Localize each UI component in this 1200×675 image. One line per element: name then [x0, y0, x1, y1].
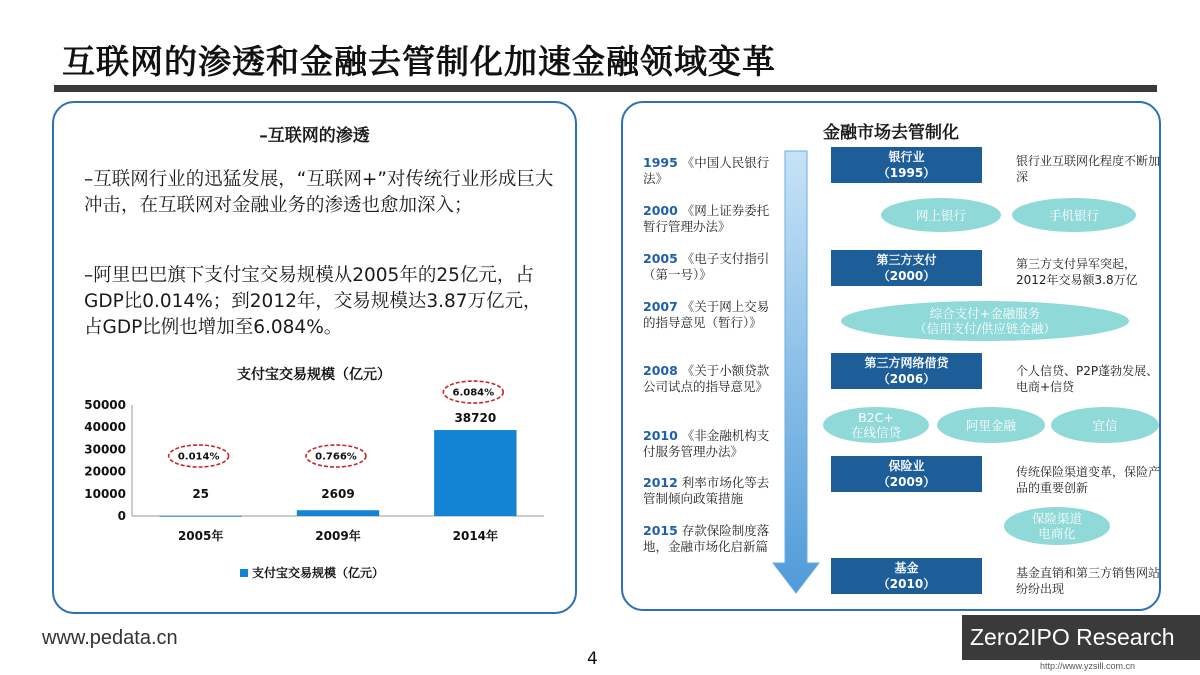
bar — [159, 516, 241, 517]
y-tick-label: 30000 — [84, 442, 126, 457]
timeline-text: 《电子支付指引（第一号）》 — [643, 251, 770, 282]
pill-supply-chain-finance: 综合支付+金融服务 （信用支付/供应链金融） — [841, 301, 1129, 341]
category-third-party-payment — [831, 250, 982, 286]
brand-url: http://www.yzsill.com.cn — [1040, 661, 1136, 671]
annotation-label: 0.014% — [177, 451, 220, 463]
right-panel — [621, 101, 1161, 611]
timeline-year: 2007 — [643, 299, 678, 314]
y-tick-label: 0 — [117, 509, 126, 523]
y-tick-label: 10000 — [84, 486, 126, 501]
category-desc-insurance: 传统保险渠道变革，保险产品的重要创新 — [1016, 465, 1161, 495]
timeline-item-2012 — [643, 475, 771, 507]
category-year: （2010） — [877, 577, 936, 591]
left-paragraph-1: –互联网行业的迅猛发展，“互联网+”对传统行业形成巨大冲击，在互联网对金融业务的渗透也愈加深入； — [84, 169, 554, 216]
pill-mobile-bank: 手机银行 — [1012, 198, 1136, 232]
pill-b2c-online-credit: B2C+ 在线信贷 — [823, 407, 929, 443]
timeline-text: 《关于网上交易的指导意见（暂行）》 — [643, 299, 770, 330]
timeline-item-2005 — [643, 251, 771, 283]
page-title: 互联网的渗透和金融去管制化加速金融领域变革 — [62, 42, 776, 81]
category-desc-banking: 银行业互联网化程度不断加深 — [1016, 154, 1161, 184]
legend-swatch — [240, 569, 248, 577]
timeline-item-2015 — [643, 523, 771, 555]
title-rule — [54, 85, 1157, 92]
brand-logo: Zero2IPO Research — [962, 615, 1200, 660]
left-paragraph-2: –阿里巴巴旗下支付宝交易规模从2005年的25亿元，占GDP比0.014%；到2012年，交易规模达3.87万亿元，占GDP比例也增加至6.084%。 — [84, 265, 542, 338]
category-name: 银行业 — [888, 150, 925, 164]
category-desc-third-party-payment: 第三方支付异军突起，2012年交易额3.8万亿 — [1016, 257, 1138, 287]
timeline-item-2010 — [643, 428, 771, 460]
pill-insurance-ecommerce: 保险渠道 电商化 — [1004, 507, 1110, 545]
category-p2p-lending — [831, 353, 982, 389]
timeline-year: 2000 — [643, 203, 678, 218]
page-number: 4 — [587, 649, 598, 669]
legend-label: 支付宝交易规模（亿元） — [252, 566, 385, 580]
category-fund — [831, 558, 982, 594]
timeline-year: 2012 — [643, 475, 678, 490]
timeline-item-1995 — [643, 155, 771, 187]
category-year: （2006） — [877, 372, 936, 386]
timeline-text: 《关于小额贷款公司试点的指导意见》 — [643, 363, 770, 394]
category-year: （2000） — [877, 269, 936, 283]
y-tick-label: 20000 — [84, 464, 126, 479]
bar — [434, 430, 516, 516]
x-tick-labels — [178, 528, 498, 543]
y-tick-label: 40000 — [84, 420, 126, 435]
timeline-year: 2015 — [643, 523, 678, 538]
timeline-item-2008 — [643, 363, 771, 395]
data-label: 25 — [192, 487, 210, 501]
y-tick-labels — [84, 398, 126, 523]
category-name: 第三方支付 — [876, 253, 937, 267]
bar — [297, 510, 379, 516]
chart-title: 支付宝交易规模（亿元） — [237, 367, 391, 383]
left-panel — [52, 101, 577, 614]
timeline-text: 《非金融机构支付服务管理办法》 — [643, 428, 770, 459]
category-desc-fund: 基金直销和第三方销售网站纷纷出现 — [1016, 566, 1161, 596]
category-desc-p2p-lending: 个人信贷、P2P蓬勃发展、电商+信贷 — [1016, 364, 1159, 394]
timeline-year: 1995 — [643, 155, 678, 170]
timeline-year: 2008 — [643, 363, 678, 378]
timeline-text: 《网上证券委托暂行管理办法》 — [643, 203, 770, 234]
bars — [159, 430, 516, 517]
right-panel-title: 金融市场去管制化 — [823, 123, 959, 143]
data-label: 38720 — [454, 411, 497, 426]
x-tick-label: 2005年 — [177, 529, 224, 543]
timeline-text: 《中国人民银行法》 — [643, 155, 770, 186]
category-name: 基金 — [894, 561, 919, 575]
timeline-year: 2010 — [643, 428, 678, 443]
x-tick-label: 2014年 — [452, 529, 499, 543]
pill-ali-finance: 阿里金融 — [937, 407, 1045, 443]
timeline-year: 2005 — [643, 251, 678, 266]
category-year: （2009） — [877, 475, 936, 489]
alipay-bar-chart — [54, 353, 575, 593]
category-name: 第三方网络借贷 — [864, 356, 949, 370]
pill-yixin: 宜信 — [1051, 407, 1159, 443]
category-insurance — [831, 456, 982, 492]
timeline-arrow — [771, 147, 821, 595]
pill-online-bank: 网上银行 — [881, 198, 1001, 232]
annotation-label: 0.766% — [315, 451, 357, 463]
y-tick-label: 50000 — [84, 398, 126, 412]
timeline-text: 利率市场化等去管制倾向政策措施 — [643, 475, 770, 506]
annotation-label: 6.084% — [452, 387, 495, 399]
timeline-item-2007 — [643, 299, 771, 331]
category-name: 保险业 — [888, 459, 925, 473]
x-tick-label: 2009年 — [315, 529, 361, 543]
left-panel-heading: –互联网的渗透 — [259, 126, 370, 146]
category-year: （1995） — [877, 166, 936, 180]
category-banking — [831, 147, 982, 183]
timeline-text: 存款保险制度落地，金融市场化启新篇 — [643, 523, 770, 554]
data-label: 2609 — [321, 487, 355, 501]
footer-url: www.pedata.cn — [42, 627, 178, 649]
timeline-item-2000 — [643, 203, 771, 235]
